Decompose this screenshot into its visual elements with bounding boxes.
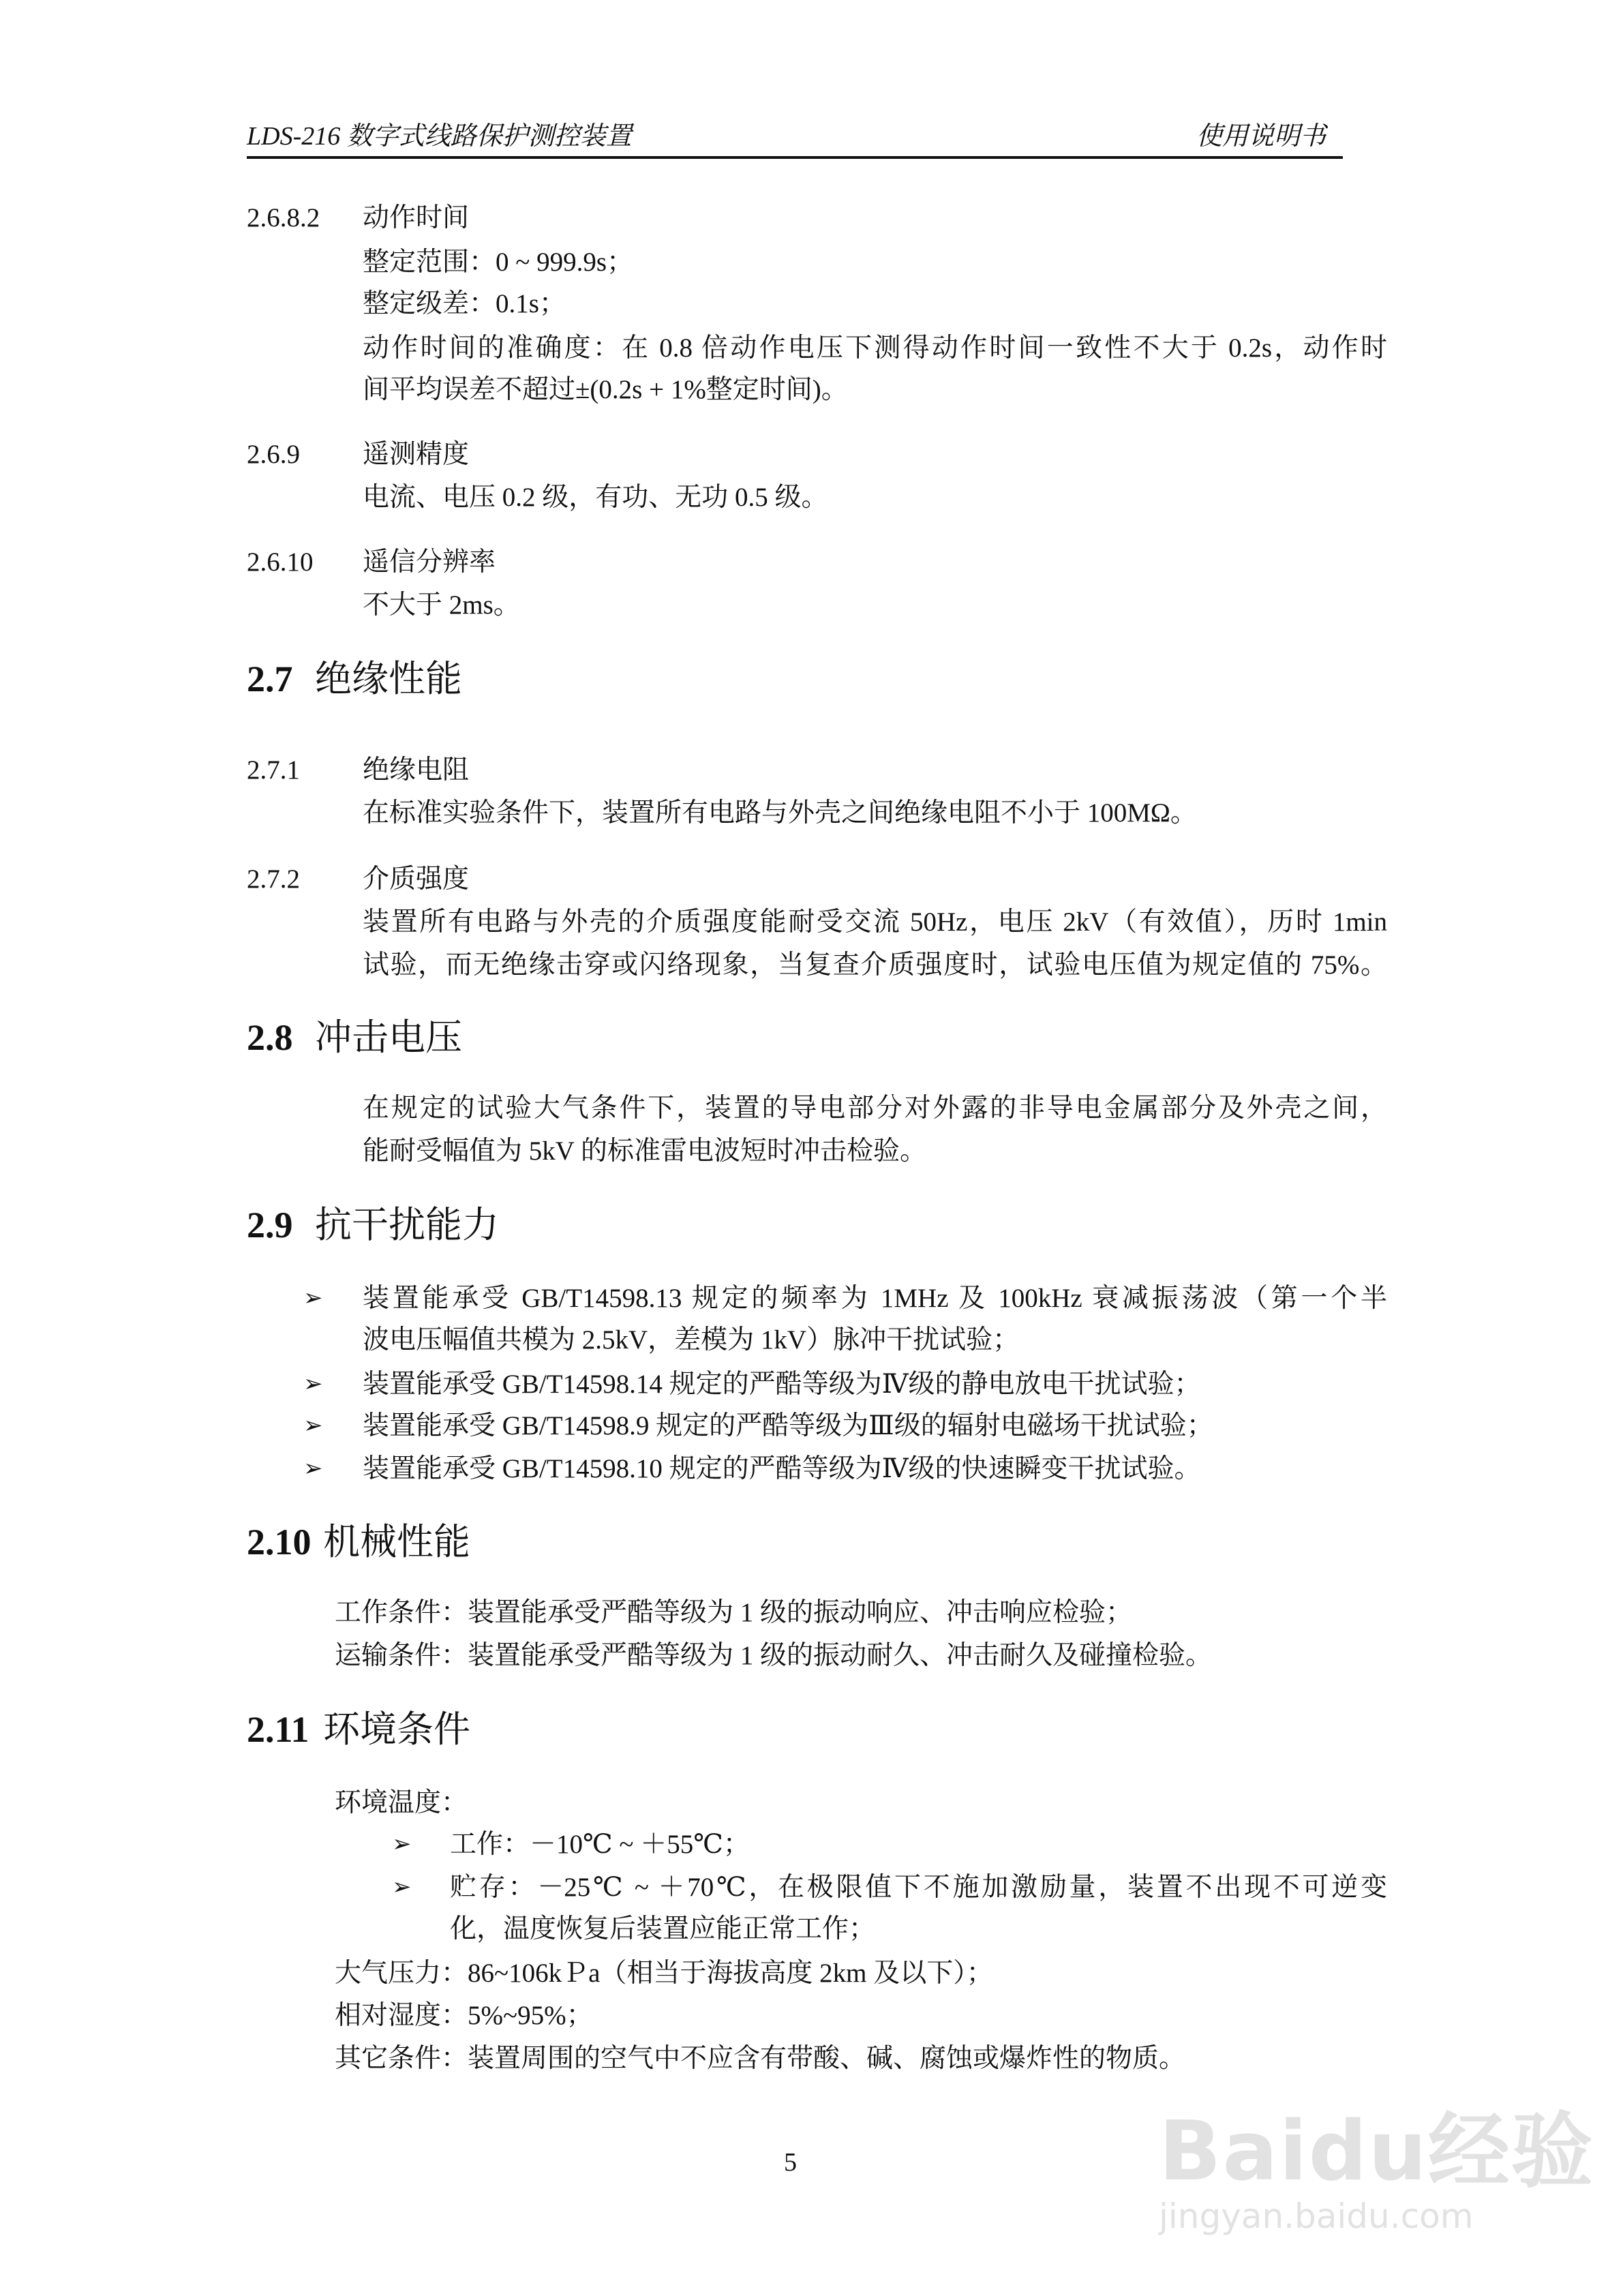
paragraph-line: 不大于 2ms。 [363, 590, 520, 620]
paragraph-line: 试验，而无绝缘击穿或闪络现象，当复查介质强度时，试验电压值为规定值的 75%。 [363, 950, 1387, 980]
heading-2-10 [247, 1520, 470, 1564]
bullet-item: 贮存：－25℃ ~ ＋70℃，在极限值下不施加激励量，装置不出现不可逆变 [450, 1873, 1387, 1902]
header-title: LDS-216 数字式线路保护测控装置 [247, 122, 632, 151]
paragraph-line: 在规定的试验大气条件下，装置的导电部分对外露的非导电金属部分及外壳之间， [363, 1093, 1387, 1123]
bullet-item: 装置能承受 GB/T14598.9 规定的严酷等级为Ⅲ级的辐射电磁场干扰试验； [363, 1411, 1213, 1440]
paragraph-line: 环境温度： [335, 1788, 468, 1817]
paragraph-line: 电流、电压 0.2 级，有功、无功 0.5 级。 [363, 483, 828, 512]
section-title: 遥测精度 [363, 440, 470, 469]
paragraph-line: 整定范围：0 ~ 999.9s； [363, 247, 634, 277]
bullet-arrow-icon: ➢ [303, 1286, 323, 1311]
section-title: 动作时间 [363, 203, 470, 232]
page-number: 5 [784, 2148, 797, 2177]
heading-number: 2.7 [247, 659, 293, 699]
heading-title: 抗干扰能力 [315, 1205, 499, 1245]
bullet-arrow-icon: ➢ [392, 1875, 412, 1900]
heading-number: 2.11 [247, 1709, 309, 1750]
section-number: 2.6.10 [247, 547, 314, 577]
section-title: 遥信分辨率 [363, 547, 496, 577]
watermark-brand: Baidu经验 [1159, 2104, 1594, 2199]
heading-title: 机械性能 [323, 1522, 470, 1562]
section-number: 2.7.1 [247, 755, 300, 785]
section-title: 介质强度 [363, 864, 470, 894]
paragraph-line: 动作时间的准确度：在 0.8 倍动作电压下测得动作时间一致性不大于 0.2s，动作时 [363, 333, 1387, 363]
heading-2-7 [247, 657, 462, 701]
bullet-item: 装置能承受 GB/T14598.13 规定的频率为 1MHz 及 100kHz 衰减振荡波（第一个半 [363, 1284, 1387, 1313]
heading-number: 2.10 [247, 1522, 312, 1562]
bullet-item-cont: 波电压幅值共模为 2.5kV，差模为 1kV）脉冲干扰试验； [363, 1325, 1020, 1355]
bullet-arrow-icon: ➢ [303, 1372, 323, 1397]
header-rule [247, 156, 1343, 159]
section-number: 2.6.8.2 [247, 203, 320, 232]
heading-number: 2.9 [247, 1205, 293, 1245]
heading-2-9 [247, 1203, 499, 1247]
heading-title: 冲击电压 [315, 1017, 462, 1058]
section-number: 2.6.9 [247, 440, 300, 469]
paragraph-line: 能耐受幅值为 5kV 的标准雷电波短时冲击检验。 [363, 1136, 926, 1166]
paragraph-line: 装置所有电路与外壳的介质强度能耐受交流 50Hz，电压 2kV（有效值），历时 1min [363, 907, 1387, 937]
header-doc-type: 使用说明书 [1196, 122, 1326, 151]
bullet-item: 工作：－10℃ ~ ＋55℃； [450, 1830, 750, 1859]
bullet-arrow-icon: ➢ [303, 1413, 323, 1438]
bullet-arrow-icon: ➢ [392, 1832, 412, 1857]
bullet-item: 装置能承受 GB/T14598.14 规定的严酷等级为Ⅳ级的静电放电干扰试验； [363, 1370, 1201, 1399]
bullet-item-cont: 化，温度恢复后装置应能正常工作； [450, 1914, 876, 1944]
paragraph-line: 相对湿度：5%~95%； [335, 2001, 593, 2030]
paragraph-line: 大气压力：86~106kＰa（相当于海拔高度 2km 及以下）； [335, 1959, 993, 1988]
heading-2-8 [247, 1016, 462, 1059]
paragraph-line: 整定级差：0.1s； [363, 289, 566, 318]
heading-title: 环境条件 [323, 1709, 470, 1750]
paragraph-line: 间平均误差不超过±(0.2s + 1%整定时间)。 [363, 375, 848, 404]
heading-2-11 [247, 1708, 470, 1751]
paragraph-line: 运输条件：装置能承受严酷等级为 1 级的振动耐久、冲击耐久及碰撞检验。 [335, 1641, 1213, 1670]
paragraph-line: 工作条件：装置能承受严酷等级为 1 级的振动响应、冲击响应检验； [335, 1598, 1133, 1627]
bullet-arrow-icon: ➢ [303, 1456, 323, 1481]
paragraph-line: 在标准实验条件下，装置所有电路与外壳之间绝缘电阻不小于 100MΩ。 [363, 798, 1197, 828]
baidu-watermark-logo [1159, 2086, 1594, 2236]
section-title: 绝缘电阻 [363, 755, 470, 785]
watermark-url: jingyan.baidu.com [1159, 2196, 1474, 2236]
section-number: 2.7.2 [247, 864, 300, 894]
heading-title: 绝缘性能 [315, 659, 462, 699]
paragraph-line: 其它条件：装置周围的空气中不应含有带酸、碱、腐蚀或爆炸性的物质。 [335, 2044, 1186, 2073]
bullet-item: 装置能承受 GB/T14598.10 规定的严酷等级为Ⅳ级的快速瞬变干扰试验。 [363, 1454, 1201, 1483]
heading-number: 2.8 [247, 1017, 293, 1058]
